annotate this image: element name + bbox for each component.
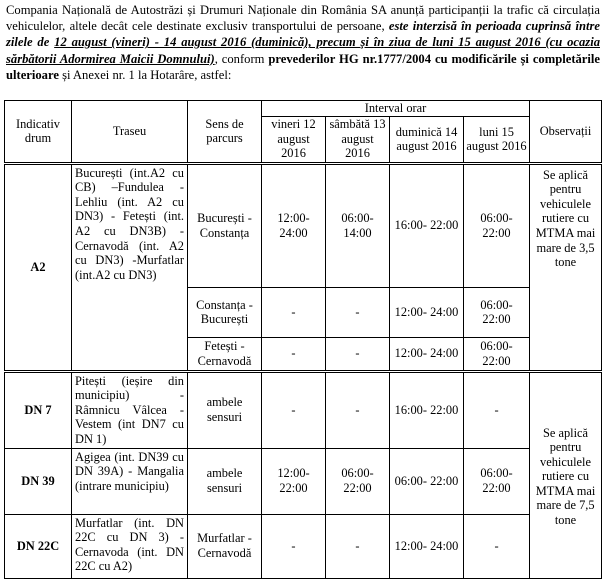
header-traseu: Traseu (72, 101, 188, 164)
time-cell: 06:00- 22:00 (390, 448, 464, 514)
route-text: București (int.A2 cu CB) –Fundulea - Lehliu (int. A2 cu DN3) - Fetești (int. A2 cu DN3B) - Cernavodă (int. A2 cu DN3) -Murfatlar (int.A2 cu DN3) (72, 163, 188, 371)
time-cell: - (262, 337, 326, 371)
header-day: vineri 12 august 2016 (262, 116, 326, 163)
time-cell: 12:00- 24:00 (390, 337, 464, 371)
table-row (5, 371, 602, 448)
direction-cell: Constanța - București (188, 287, 262, 337)
time-cell: 06:00- 22:00 (326, 448, 390, 514)
route-text: Murfatlar (int. DN 22C cu DN 3) - Cernavoda (int. DN 22C cu A2) (72, 514, 188, 578)
header-day: duminică 14 august 2016 (390, 116, 464, 163)
road-code: DN 7 (5, 371, 72, 448)
time-cell: - (262, 514, 326, 578)
intro-paragraph (6, 2, 600, 83)
time-cell: - (464, 514, 530, 578)
route-text: Agigea (int. DN39 cu DN 39A) - Mangalia (intrare municipiu) (72, 448, 188, 514)
time-cell: 06:00- 22:00 (464, 163, 530, 287)
restriction-table (4, 100, 602, 579)
intro-text-6: și Anexei nr. 1 la Hotarâre, astfel: (58, 67, 232, 82)
intro-text-2: este interzisă în perioada cuprinsă între zilele de (6, 19, 601, 50)
header-indicativ: Indicativ drum (5, 101, 72, 164)
time-cell: 06:00- 22:00 (464, 287, 530, 337)
route-text: Pitești (ieșire din municipiu) - Râmnicu Vâlcea - Vestem (int DN7 cu DN 1) (72, 371, 188, 448)
time-cell: - (262, 287, 326, 337)
time-cell: 16:00- 22:00 (390, 163, 464, 287)
intro-text-4: , conform (214, 51, 269, 66)
road-code: DN 22C (5, 514, 72, 578)
time-cell: - (326, 337, 390, 371)
table-row (5, 514, 602, 578)
header-day: sâmbătă 13 august 2016 (326, 116, 390, 163)
road-code: DN 39 (5, 448, 72, 514)
time-cell: - (326, 371, 390, 448)
time-cell: 12:00- 24:00 (390, 514, 464, 578)
direction-cell: Murfatlar - Cernavodă (188, 514, 262, 578)
time-cell: - (326, 287, 390, 337)
time-cell: 06:00- 22:00 (464, 337, 530, 371)
direction-cell: București - Constanța (188, 163, 262, 287)
header-interval: Interval orar (262, 101, 530, 117)
header-sens: Sens de parcurs (188, 101, 262, 164)
direction-cell: Fetești - Cernavodă (188, 337, 262, 371)
table-row (5, 448, 602, 514)
time-cell: 16:00- 22:00 (390, 371, 464, 448)
time-cell: 12:00- 24:00 (390, 287, 464, 337)
table-row (5, 163, 602, 287)
direction-cell: ambele sensuri (188, 448, 262, 514)
intro-period: 12 august (vineri) - 14 august 2016 (duminică), precum și în ziua de luni 15 august 2016 (cu ocazia sărbătorii Adormirea Maicii Domnului) (6, 35, 600, 66)
intro-text-1: Compania Națională de Autostrăzi și Drumuri Naționale din România SA anunță participanții la trafic că circulația vehiculelor, altele decât cele destinate exclusiv transportului de persoane, (6, 3, 600, 34)
time-cell: 12:00- 24:00 (262, 163, 326, 287)
direction-cell: ambele sensuri (188, 371, 262, 448)
observation-cell: Se aplică pentru vehiculele rutiere cu MTMA mai mare de 3,5 tone (530, 163, 602, 371)
time-cell: 06:00- 14:00 (326, 163, 390, 287)
header-day: luni 15 august 2016 (464, 116, 530, 163)
time-cell: 06:00- 22:00 (464, 448, 530, 514)
observation-cell: Se aplică pentru vehiculele rutiere cu MTMA mai mare de 7,5 tone (530, 371, 602, 578)
time-cell: - (326, 514, 390, 578)
header-observatii: Observații (530, 101, 602, 164)
time-cell: - (464, 371, 530, 448)
intro-hg-ref: prevederilor HG nr.1777/2004 cu modificările și completările ulterioare (6, 51, 600, 82)
time-cell: 12:00- 22:00 (262, 448, 326, 514)
road-code: A2 (5, 163, 72, 371)
time-cell: - (262, 371, 326, 448)
